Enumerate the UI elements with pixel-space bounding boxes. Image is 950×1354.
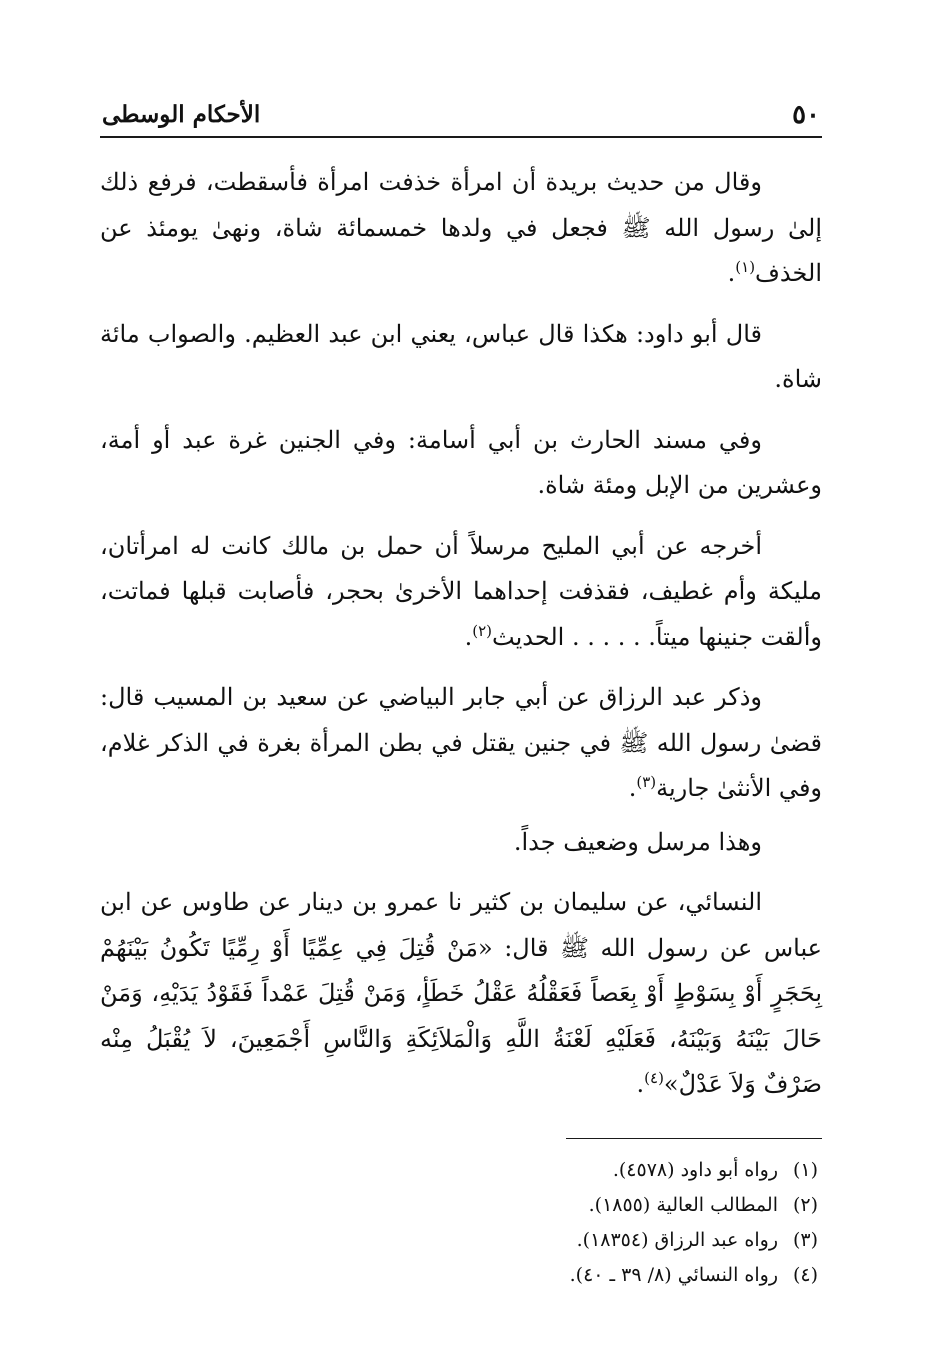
paragraph-abd-al-razzaq: وذكر عبد الرزاق عن أبي جابر البياضي عن سعيد بن المسيب قال: قضىٰ رسول الله ﷺ في جنين يقتل في بطن المرأة بغرة في الذكر غلام، وفي الأنثىٰ جارية$^{(٣)}$.: [100, 683, 822, 802]
footnote-number: (٤): [792, 1263, 818, 1286]
footnote-item: [100, 1258, 822, 1293]
footnote-divider: [566, 1138, 822, 1139]
footnote-item: [100, 1223, 822, 1258]
paragraph-text: وقال من حديث بريدة أن امرأة خذفت امرأة فأسقطت، فرفع ذلك إلىٰ رسول الله ﷺ فجعل في ولدها خمسمائة شاة، ونهىٰ يومئذ عن الخذف: [100, 168, 822, 287]
page-header: [100, 88, 822, 138]
footnote-number: (١): [792, 1158, 818, 1181]
paragraph-text: قال أبو داود: هكذا قال عباس، يعني ابن عبد العظيم. والصواب مائة شاة.: [100, 319, 822, 393]
footnote-item: [100, 1188, 822, 1223]
footnotes-list: [100, 1153, 822, 1293]
footnote-text: رواه عبد الرزاق (١٨٣٥٤).: [576, 1228, 778, 1251]
running-title: الأحكام الوسطى: [102, 101, 261, 128]
footnote-item: [100, 1153, 822, 1188]
footnote-ref: (٣): [636, 773, 657, 791]
paragraph-abi-al-malih: أخرجه عن أبي المليح مرسلاً أن حمل بن مالك كانت له امرأتان، مليكة وأم غطيف، فقذفت إحداهما الأخرىٰ بحجر، فأصابت قبلها فماتت، وألقت جنينها ميتاً. . . . . . الحديث$^{(٢)}$.: [100, 531, 823, 651]
paragraph-text: أخرجه عن أبي المليح مرسلاً أن حمل بن مالك كانت له امرأتان، مليكة وأم غطيف، فقذفت إحداهما الأخرىٰ بحجر، فأصابت قبلها فماتت، وألقت جنينها ميتاً. . . . . . الحديث: [100, 531, 823, 651]
paragraph-weak-mursal: [100, 820, 822, 866]
paragraph-text: وهذا مرسل وضعيف جداً.: [513, 827, 762, 856]
footnote-number: (٢): [792, 1193, 818, 1216]
paragraph-nasai-hadith: النسائي، عن سليمان بن كثير نا عمرو بن دينار عن طاوس عن ابن عباس عن رسول الله ﷺ قال: «مَنْ قُتِلَ فِي عِمِّيًا أَوْ رِمِّيًا تَكُونُ بَيْنَهُمْ بِحَجَرٍ أَوْ بِسَوْطٍ أَوْ بِعَصاً فَعَقْلُهُ عَقْلُ خَطَأٍ، وَمَنْ قُتِلَ عَمْداً فَقَوْدُ يَدَيْهِ، وَمَنْ حَالَ بَيْنَهُ وَبَيْنَهُ، فَعَلَيْهِ لَعْنَةُ اللَّهِ وَالْمَلاَئِكَةِ وَالنَّاسِ أَجْمَعِينَ، لاَ يُقْبَلُ مِنْه صَرْفٌ وَلاَ عَدْلٌ»$^{(٤)}$.: [100, 888, 823, 1098]
paragraph-harith-musnad: [100, 418, 822, 509]
paragraph-buraydah-hadith: وقال من حديث بريدة أن امرأة خذفت امرأة فأسقطت، فرفع ذلك إلىٰ رسول الله ﷺ فجعل في ولدها خمسمائة شاة، ونهىٰ يومئذ عن الخذف$^{(١)}$.: [100, 168, 822, 287]
book-page: [100, 88, 822, 1338]
paragraph-text: وفي مسند الحارث بن أبي أسامة: وفي الجنين غرة عبد أو أمة، وعشرين من الإبل ومئة شاة.: [100, 425, 822, 499]
footnote-text: المطالب العالية (١٨٥٥).: [588, 1193, 778, 1216]
footnote-ref: (٤): [644, 1069, 664, 1087]
footnote-text: رواه أبو داود (٤٥٧٨).: [612, 1158, 778, 1181]
paragraph-text: وذكر عبد الرزاق عن أبي جابر البياضي عن سعيد بن المسيب قال: قضىٰ رسول الله ﷺ في جنين يقتل في بطن المرأة بغرة في الذكر غلام، وفي الأنثىٰ جارية: [100, 683, 822, 802]
footnote-text: رواه النسائي (٨/ ٣٩ ـ ٤٠).: [569, 1263, 778, 1286]
footnote-ref: (١): [735, 258, 756, 276]
paragraph-text: النسائي، عن سليمان بن كثير نا عمرو بن دينار عن طاوس عن ابن عباس عن رسول الله ﷺ قال: «مَنْ قُتِلَ فِي عِمِّيًا أَوْ رِمِّيًا تَكُونُ بَيْنَهُمْ بِحَجَرٍ أَوْ بِسَوْطٍ أَوْ بِعَصاً فَعَقْلُهُ عَقْلُ خَطَأٍ، وَمَنْ قُتِلَ عَمْداً فَقَوْدُ يَدَيْهِ، وَمَنْ حَالَ بَيْنَهُ وَبَيْنَهُ، فَعَلَيْهِ لَعْنَةُ اللَّهِ وَالْمَلاَئِكَةِ وَالنَّاسِ أَجْمَعِينَ، لاَ يُقْبَلُ مِنْه صَرْفٌ وَلاَ عَدْلٌ»: [100, 888, 823, 1098]
page-number: ٥٠: [792, 100, 820, 130]
paragraph-abu-dawud: [100, 312, 822, 403]
footnote-ref: (٢): [472, 621, 492, 640]
main-text: [100, 160, 822, 1108]
footnote-number: (٣): [792, 1228, 818, 1251]
